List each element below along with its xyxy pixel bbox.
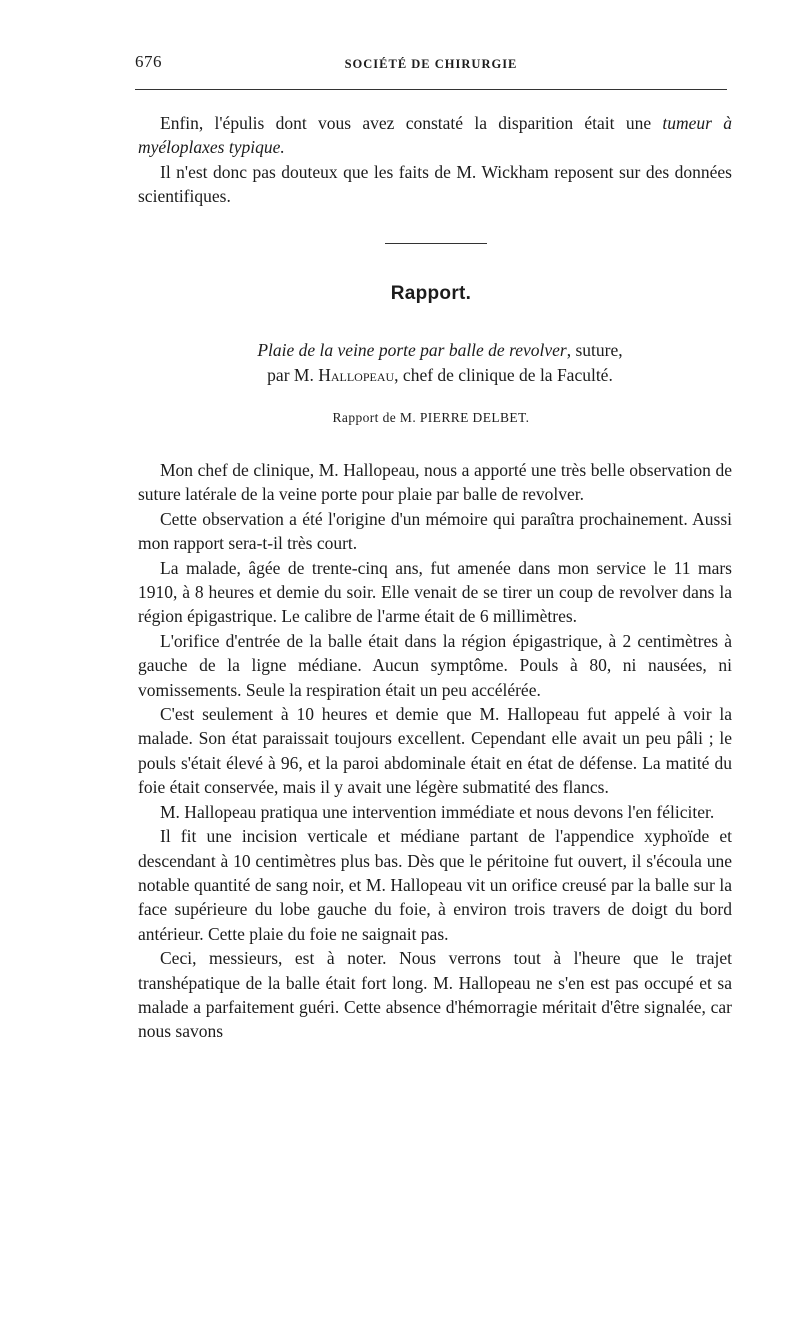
body-paragraph: La malade, âgée de trente-cinq ans, fut amenée dans mon service le 11 mars 1910, à 8 heures et demie du soir. Elle venait de se tirer un coup de revolver dans la région épigastrique. Le calibre de l'arme était de 6 millimètres.: [138, 557, 732, 627]
intro-paragraph-2: Il n'est donc pas douteux que les faits de M. Wickham reposent sur des données scientifiques.: [138, 161, 732, 207]
section-divider: [385, 243, 487, 244]
report-title-rest: , suture,: [566, 340, 623, 360]
report-author: Hallopeau: [318, 365, 395, 385]
report-title-line-1: [160, 338, 720, 363]
page-header: [135, 50, 727, 78]
running-head: SOCIÉTÉ DE CHIRURGIE: [344, 57, 518, 71]
intro-text: Enfin, l'épulis dont vous avez constaté la disparition était une: [160, 113, 663, 133]
body-paragraph: L'orifice d'entrée de la balle était dans la région épigastrique, à 2 centimètres à gauche de la ligne médiane. Aucun symptôme. Pouls à 80, ni nausées, ni vomissements. Seule la respiration était un peu accélérée.: [138, 630, 732, 700]
intro-block: [138, 111, 732, 209]
body-paragraph: Ceci, messieurs, est à noter. Nous verrons tout à l'heure que le trajet transhépatique de la balle était fort long. M. Hallopeau ne s'en est pas occupé et sa malade a parfaitement guéri. Cette absence d'hémorragie méritait d'être signalée, car nous savons: [138, 948, 732, 1042]
intro-paragraph-1: [138, 111, 732, 160]
header-rule: [135, 89, 727, 90]
rapporteur-line: Rapport de M. PIERRE DELBET.: [332, 410, 530, 425]
body-paragraph: M. Hallopeau pratiqua une intervention immédiate et nous devons l'en féliciter.: [160, 801, 715, 822]
section-title: Rapport.: [390, 283, 472, 304]
report-title: [160, 338, 720, 388]
page-number: 676: [135, 52, 162, 71]
body-paragraph: C'est seulement à 10 heures et demie que M. Hallopeau fut appelé à voir la malade. Son état paraissait toujours excellent. Cependant elle avait un peu pâli ; le pouls s'était élevé à 96, et la paroi abdominale était en état de défense. La matité du foie était conservée, mais il y avait une légère submatité des flancs.: [138, 704, 732, 798]
report-title-italic: Plaie de la veine porte par balle de revolver: [257, 340, 567, 360]
report-title-by: par M.: [267, 365, 319, 385]
body-paragraph: Il fit une incision verticale et médiane partant de l'appendice xyphoïde et descendant à 10 centimètres plus bas. Dès que le péritoine fut ouvert, il s'écoula une notable quantité de sang noir, et M. Hallopeau vit un orifice creusé par la balle sur la face supérieure du lobe gauche du foie, à environ trois travers de doigt du bord antérieur. Cette plaie du foie ne saignait pas.: [138, 826, 732, 944]
report-title-line-2: [160, 363, 720, 388]
body-paragraph: Mon chef de clinique, M. Hallopeau, nous a apporté une très belle observation de suture latérale de la veine porte pour plaie par balle de revolver.: [138, 460, 732, 505]
intro-italic-text: tumeur à myéloplaxes typique.: [138, 113, 732, 158]
body-text: [138, 458, 732, 1044]
body-paragraph: Cette observation a été l'origine d'un mémoire qui paraîtra prochainement. Aussi mon rapport sera-t-il très court.: [138, 508, 732, 554]
report-author-role: , chef de clinique de la Faculté.: [394, 365, 613, 385]
